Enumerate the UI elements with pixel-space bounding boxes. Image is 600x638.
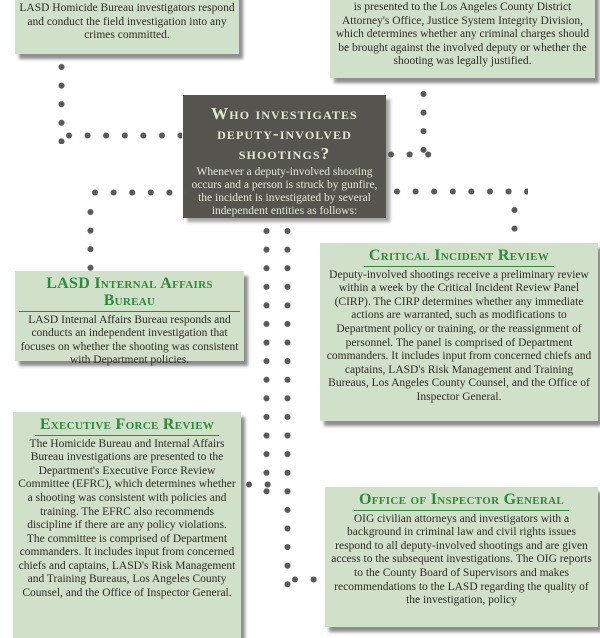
- internal-affairs-body: LASD Internal Affairs Bureau responds and conducts an independent investigation that focuses on whether the shooting was consistent with Department policies.: [20, 313, 239, 367]
- connector-executive-force-horizontal: [240, 481, 274, 488]
- connector-district-attorney-horizontal: [382, 151, 438, 158]
- executive-force-body: The Homicide Bureau and Internal Affairs Bureau investigations are presented to the Department's Executive Force Review Committee (EFRC), which determines whether a shooting was consistent with policies and training. The EFRC also recommends discipline if there are any policy violations. The committee is comprised of Department commanders. It includes input from concerned chiefs and captains, LASD's Risk Management and Training Bureaus, Los Angeles County Counsel, and the Office of Inspector General.: [18, 437, 236, 599]
- center-question-box: [183, 95, 386, 218]
- connector-executive-force-vertical: [263, 222, 270, 498]
- homicide-bureau-box: [15, 0, 239, 54]
- inspector-general-body: OIG civilian attorneys and investigators with a background in criminal law and civil rights issues respond to all deputy-involved shootings and are given access to the subsequent investigations. The OIG reports to the County Board of Supervisors and makes recommendations to the LASD regarding the quality of the investigation, policy: [331, 512, 592, 607]
- internal-affairs-box: [15, 271, 244, 367]
- center-question-body: Whenever a deputy-involved shooting occurs and a person is struck by gunfire, the incident is investigated by several independent entities as follows:: [191, 166, 378, 218]
- connector-critical-incident-horizontal: [388, 188, 528, 195]
- connector-critical-incident-vertical: [511, 201, 518, 243]
- critical-incident-title: Critical Incident Review: [364, 248, 554, 267]
- connector-inspector-general-horizontal: [286, 576, 328, 583]
- internal-affairs-title: LASD Internal Affairs Bureau: [19, 276, 240, 312]
- executive-force-box: [13, 412, 241, 638]
- district-attorney-box: [330, 0, 595, 78]
- homicide-bureau-body: LASD Homicide Bureau investigators respond and conduct the field investigation into any crimes committed.: [19, 2, 235, 42]
- connector-internal-affairs-horizontal: [86, 189, 186, 196]
- inspector-general-box: [325, 487, 598, 627]
- center-question-title: Who investigates deputy-involved shootings?: [211, 104, 358, 164]
- connector-internal-affairs-vertical: [87, 203, 94, 273]
- district-attorney-body: is presented to the Los Angeles County District Attorney's Office, Justice System Integrity Division, which determines whether any criminal charges should be brought against the involved deputy or whether the shooting was legally justified.: [335, 1, 590, 68]
- executive-force-title: Executive Force Review: [35, 417, 219, 436]
- critical-incident-body: Deputy-involved shootings receive a preliminary review within a week by the Critical Incident Review Panel (CIRP). The CIRP determines whether any immediate actions are warranted, such as modifications to Department policy or training, or the reassignment of personnel. The panel is comprised of Department commanders. It includes input from concerned chiefs and captains, LASD's Risk Management and Training Bureaus, Los Angeles County Counsel, and the Office of Inspector General.: [326, 268, 592, 403]
- critical-incident-box: [320, 243, 598, 421]
- connector-inspector-general-vertical: [284, 222, 291, 588]
- inspector-general-title: Office of Inspector General: [354, 492, 569, 511]
- connector-homicide-horizontal: [60, 132, 182, 139]
